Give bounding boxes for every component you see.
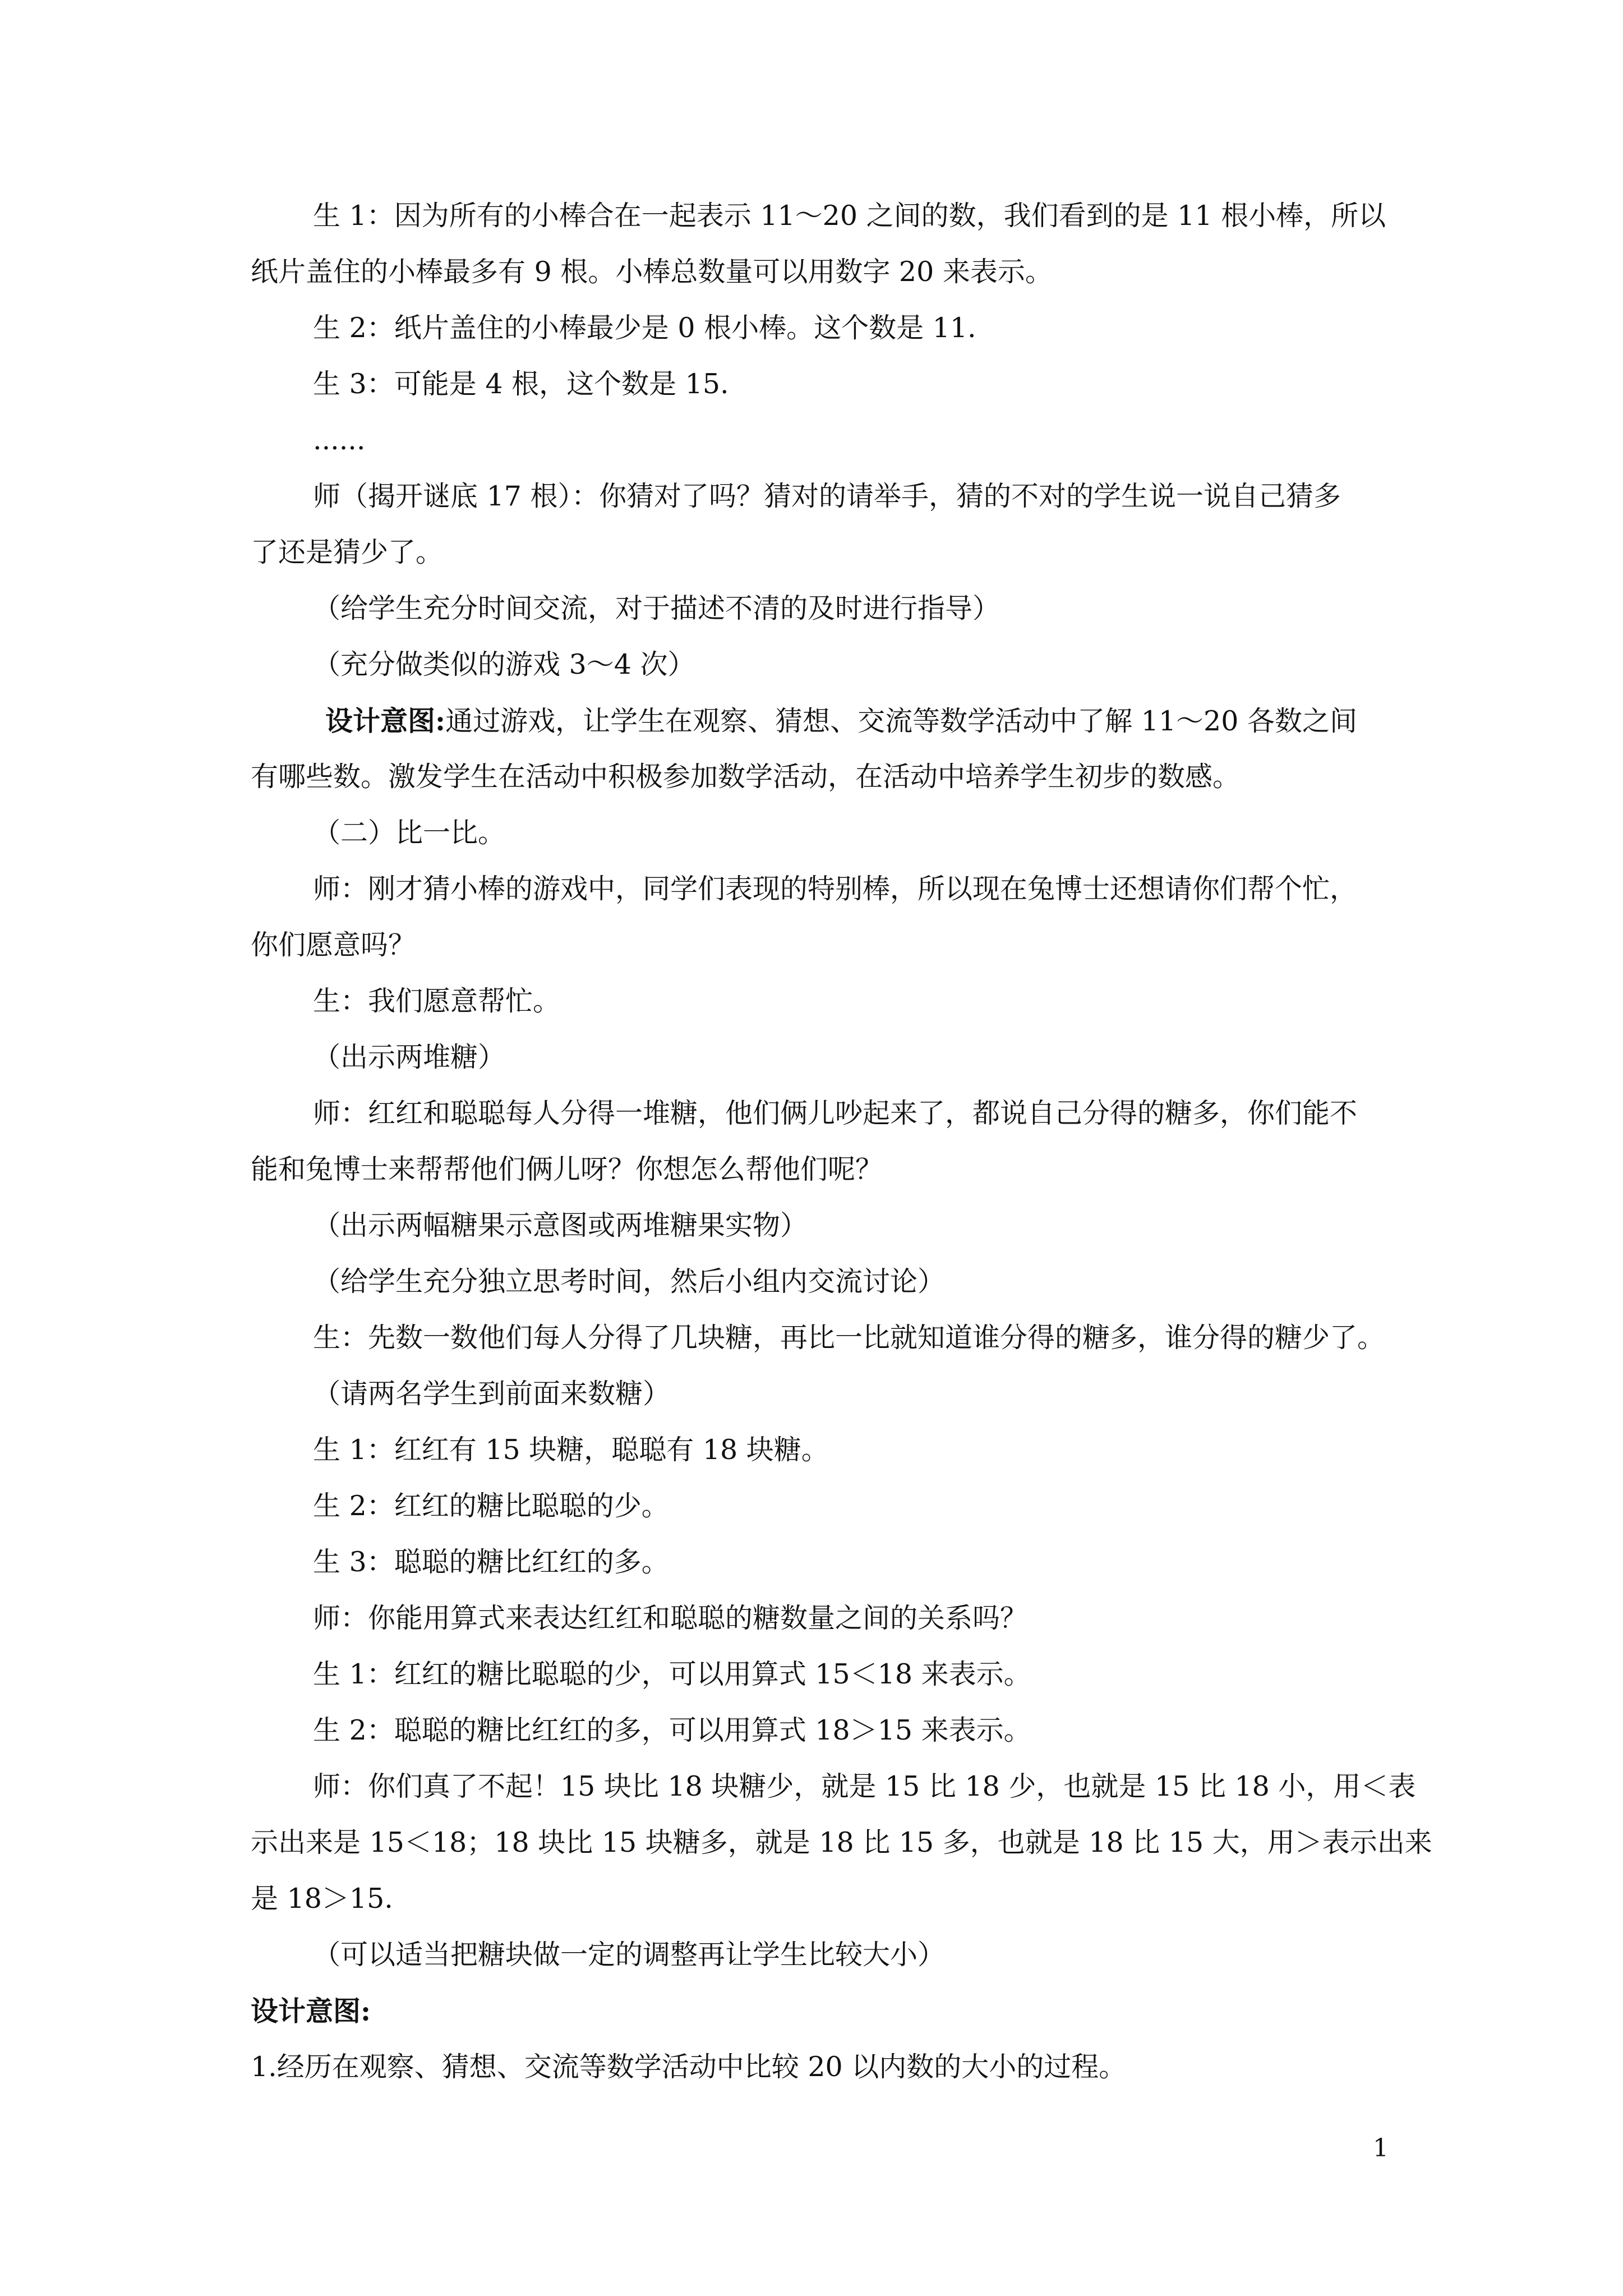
text-line: 师：刚才猜小棒的游戏中，同学们表现的特别棒，所以现在兔博士还想请你们帮个忙， [313,873,1358,905]
text-line: （可以适当把糖块做一定的调整再让学生比较大小） [313,1939,946,1971]
ellipsis-line: ...... [313,424,366,456]
text-line: 生 1：红红的糖比聪聪的少，可以用算式 15＜18 来表示。 [313,1658,1031,1690]
text-line: 有哪些数。激发学生在活动中积极参加数学活动，在活动中培养学生初步的数感。 [251,761,1241,793]
design-intent-text: 通过游戏，让学生在观察、猜想、交流等数学活动中了解 11～20 各数之间 [445,705,1357,737]
text-line: 示出来是 15＜18；18 块比 15 块糖多，就是 18 比 15 多，也就是 18 比 15 大，用＞表示出来 [251,1826,1432,1858]
section-heading: （二）比一比。 [313,817,506,849]
text-line: （出示两幅糖果示意图或两堆糖果实物） [313,1209,808,1241]
text-line: 生：我们愿意帮忙。 [313,985,561,1017]
text-line: 生 2：聪聪的糖比红红的多，可以用算式 18＞15 来表示。 [313,1714,1031,1746]
text-line: 你们愿意吗？ [251,929,416,961]
text-line: 纸片盖住的小棒最多有 9 根。小棒总数量可以用数字 20 来表示。 [251,256,1053,288]
text-line: 师：你能用算式来表达红红和聪聪的糖数量之间的关系吗？ [313,1602,1028,1634]
text-line: 生 1：红红有 15 块糖，聪聪有 18 块糖。 [313,1434,829,1466]
design-intent-line [325,701,1357,741]
text-line: （给学生充分独立思考时间，然后小组内交流讨论） [313,1266,946,1297]
list-item: 1.经历在观察、猜想、交流等数学活动中比较 20 以内数的大小的过程。 [251,2051,1127,2083]
text-line: 师：红红和聪聪每人分得一堆糖，他们俩儿吵起来了，都说自己分得的糖多，你们能不 [313,1097,1358,1129]
text-line: 了还是猜少了。 [251,536,444,568]
text-line: 生：先数一数他们每人分得了几块糖，再比一比就知道谁分得的糖多，谁分得的糖少了。 [313,1322,1385,1354]
text-line: 生 3：可能是 4 根，这个数是 15. [313,368,729,400]
text-line: （出示两堆糖） [313,1041,506,1073]
text-line: （给学生充分时间交流，对于描述不清的及时进行指导） [313,592,1000,624]
page-number: 1 [1373,2134,1389,2162]
design-intent-heading: 设计意图: [251,1995,371,2027]
text-line: （充分做类似的游戏 3～4 次） [313,648,695,680]
text-line: （请两名学生到前面来数糖） [313,1378,671,1410]
design-intent-label: 设计意图: [325,705,446,737]
text-line: 师（揭开谜底 17 根）：你猜对了吗？猜对的请举手，猜的不对的学生说一说自己猜多 [313,480,1341,512]
text-line: 生 2：红红的糖比聪聪的少。 [313,1490,669,1522]
text-line: 生 1：因为所有的小棒合在一起表示 11～20 之间的数，我们看到的是 11 根小棒，所以 [313,200,1386,232]
text-line: 能和兔博士来帮帮他们俩儿呀？你想怎么帮他们呢？ [251,1153,883,1185]
text-line: 是 18＞15. [251,1883,393,1915]
text-line: 师：你们真了不起！15 块比 18 块糖少，就是 15 比 18 少，也就是 15 比 18 小，用＜表 [313,1770,1416,1802]
text-line: 生 3：聪聪的糖比红红的多。 [313,1546,669,1578]
text-line: 生 2：纸片盖住的小棒最少是 0 根小棒。这个数是 11. [313,312,976,344]
